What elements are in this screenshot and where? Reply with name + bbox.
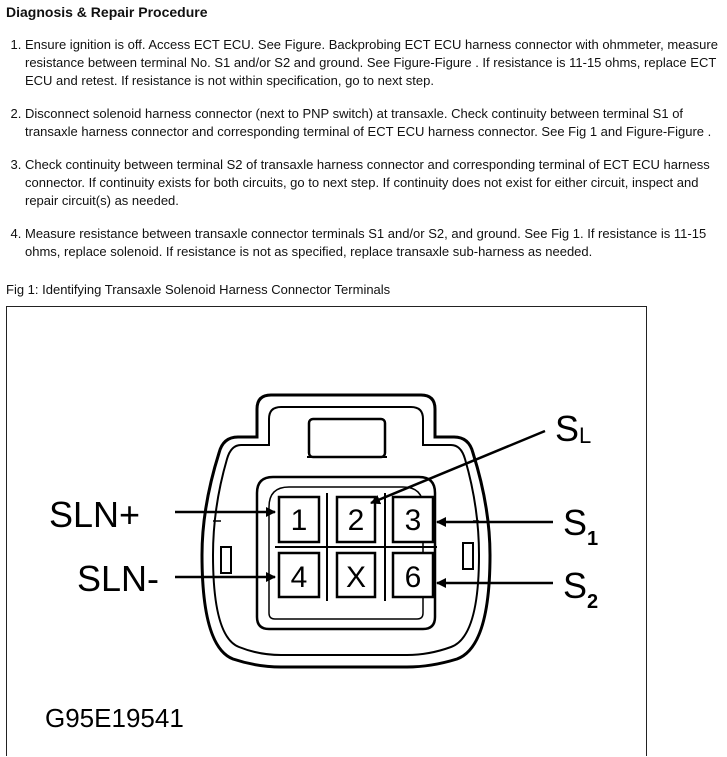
step-item: 2. Disconnect solenoid harness connector (next to PNP switch) at transaxle. Check continuity between terminal S1 of transaxle harness connector and corresponding terminal of ECT ECU harness connector. See Fig 1 and Figure-Figure .	[25, 105, 722, 141]
figure-frame	[6, 306, 647, 756]
sl-label-main: S	[555, 408, 580, 449]
sln-plus-label: SLN+	[49, 494, 141, 535]
figure-id: G95E19541	[45, 703, 184, 733]
s1-label-main: S	[563, 502, 588, 543]
sl-label-sub: L	[579, 423, 592, 448]
step-item: 4. Measure resistance between transaxle connector terminals S1 and/or S2, and ground. See Fig 1. If resistance is 11-15 ohms, replace solenoid. If resistance is not as specified, replace transaxle sub-harness as needed.	[25, 225, 722, 261]
procedure-steps	[0, 36, 722, 276]
terminal-2-label: 2	[347, 504, 365, 537]
step-item: 1. Ensure ignition is off. Access ECT ECU. See Figure. Backprobing ECT ECU harness connector with ohmmeter, measure resistance between terminal No. S1 and/or S2 and ground. See Figure-Figure . If resistance is 11-15 ohms, replace ECT ECU and retest. If resistance is not within specification, go to next step.	[25, 36, 722, 90]
section-heading: Diagnosis & Repair Procedure	[6, 4, 208, 20]
figure-caption: Fig 1: Identifying Transaxle Solenoid Harness Connector Terminals	[6, 282, 391, 297]
terminal-1-label: 1	[290, 504, 308, 537]
connector-diagram	[7, 307, 648, 757]
step-item: 3. Check continuity between terminal S2 of transaxle harness connector and corresponding terminal of ECT ECU harness connector. If continuity exists for both circuits, go to next step. If continuity does not exist for either circuit, inspect and repair circuit(s) as needed.	[25, 156, 722, 210]
terminal-x-label: X	[345, 561, 367, 594]
sl-arrow	[371, 431, 545, 503]
s1-label-sub: 1	[587, 528, 599, 550]
s2-label-main: S	[563, 565, 588, 606]
terminal-6-label: 6	[404, 561, 422, 594]
s2-label-sub: 2	[587, 591, 599, 613]
terminal-3-label: 3	[404, 504, 422, 537]
sln-minus-label: SLN-	[77, 558, 160, 599]
terminal-4-label: 4	[290, 561, 308, 594]
